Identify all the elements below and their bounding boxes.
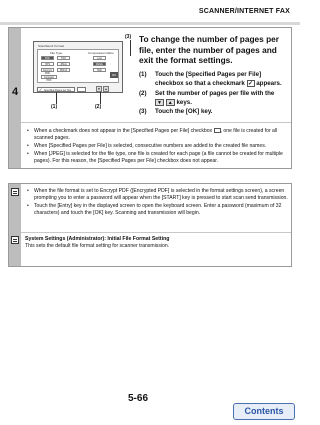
page-number: 5-66 bbox=[128, 393, 149, 404]
notes-divider bbox=[21, 232, 291, 233]
middle-button[interactable]: Middle bbox=[93, 62, 106, 66]
checkbox-label: Specified Pages per File bbox=[44, 88, 72, 92]
empty-checkbox-icon bbox=[214, 128, 221, 133]
step-notes bbox=[25, 128, 287, 166]
header-bar bbox=[0, 22, 300, 25]
pdfa-button[interactable]: PDF/A bbox=[57, 68, 70, 72]
note-bullet-2: • When [Specified Pages per File] is selected, consecutive numbers are added to the created file names. bbox=[25, 143, 287, 150]
callout-2: (2) bbox=[95, 104, 102, 110]
system-settings-text: This sets the default file format setting for scanner transmission. bbox=[25, 243, 170, 249]
instruction-3: Touch the [OK] key. bbox=[155, 108, 213, 115]
notes-box bbox=[8, 183, 292, 267]
instruction-1 bbox=[155, 71, 285, 88]
notes-list bbox=[25, 188, 289, 218]
step-number-column bbox=[9, 28, 21, 168]
settings-icon bbox=[11, 236, 19, 244]
contents-button[interactable]: Contents bbox=[233, 403, 295, 420]
notes-bullet-2: • Touch the [Entry] key in the displayed screen to open the keyboard screen. Enter a password (maximum of 32 characters) and touch the [OK] key. Scanning and transmission will begin. bbox=[25, 203, 289, 217]
callout-1: (1) bbox=[51, 104, 58, 110]
format-screen-illustration bbox=[33, 41, 123, 93]
page-header bbox=[0, 0, 300, 28]
instruction-2-num: (2) bbox=[139, 90, 147, 97]
file-type-heading: File Type bbox=[50, 51, 63, 55]
pdf-button[interactable]: PDF bbox=[41, 56, 54, 60]
instruction-2 bbox=[155, 90, 285, 107]
header-title: SCANNER/INTERNET FAX bbox=[198, 8, 290, 15]
callout-3-line bbox=[130, 40, 131, 56]
instruction-1-text: Touch the [Specified Pages per File] checkbox so that a checkmark bbox=[155, 71, 262, 87]
instruction-1-tail: appears. bbox=[256, 79, 282, 87]
checkmark-icon: ✓ bbox=[39, 87, 43, 92]
note-icon bbox=[11, 188, 19, 196]
instruction-2-text: Set the number of pages per file with the bbox=[155, 90, 275, 97]
screen-title: Scan/Send: Format bbox=[38, 44, 64, 48]
up-key-icon: ▲ bbox=[166, 99, 175, 106]
instruction-2-tail: keys. bbox=[176, 98, 192, 106]
down-arrow-key[interactable]: ▼ bbox=[97, 87, 101, 91]
callout-2-line bbox=[100, 92, 101, 104]
note-1-end: , one file is created for all scanned pages. bbox=[34, 128, 278, 141]
xps-button[interactable]: XPS bbox=[41, 62, 54, 66]
step-title: To change the number of pages per file, enter the number of pages and exit the format settings. bbox=[139, 34, 279, 65]
note-1-start: When a checkmark does not appear in the [Specified Pages per File] checkbox bbox=[34, 128, 213, 134]
high-button[interactable]: High bbox=[93, 68, 106, 72]
notes-column bbox=[9, 184, 21, 266]
compression-heading: Compression Ratio bbox=[88, 51, 114, 55]
instruction-3-num: (3) bbox=[139, 108, 147, 115]
note-bullet-1 bbox=[25, 128, 287, 142]
screen-panel bbox=[37, 49, 119, 83]
low-button[interactable]: Low bbox=[93, 56, 106, 60]
callout-1-line bbox=[56, 92, 57, 104]
pages-number-field[interactable] bbox=[77, 87, 86, 92]
note-bullet-3: • When [JPEG] is selected for the file type, one file is created for each page (a file cannot be created for multiple pages). For this reason, the [Specified Pages per File] checkbox does not appear. bbox=[25, 151, 287, 165]
screen-ok-button[interactable]: OK bbox=[111, 73, 117, 77]
checkmark-box-icon: ✓ bbox=[247, 80, 254, 87]
step-divider bbox=[21, 122, 291, 123]
up-arrow-key[interactable]: ▲ bbox=[104, 87, 108, 91]
down-key-icon: ▼ bbox=[155, 99, 164, 106]
step-number: 4 bbox=[11, 86, 19, 98]
step-4-box bbox=[8, 27, 292, 169]
compact-pdf-button[interactable]: Compact PDF bbox=[41, 75, 57, 79]
callout-3: (3) bbox=[125, 34, 132, 40]
jpeg-button[interactable]: JPEG bbox=[57, 62, 70, 66]
instruction-1-num: (1) bbox=[139, 71, 147, 78]
encrypt-pdf-button[interactable]: Encrypt PDF bbox=[41, 68, 54, 72]
tiff-button[interactable]: TIFF bbox=[57, 56, 70, 60]
notes-bullet-1: • When the file format is set to Encrypt PDF ([Encrypted PDF] is selected in the format settings screen), a screen prompting you to enter a password will appear when the [START] key is pressed to start scan send transmission. bbox=[25, 188, 289, 202]
system-settings-title: System Settings (Administrator): Initial File Format Setting bbox=[25, 236, 170, 242]
